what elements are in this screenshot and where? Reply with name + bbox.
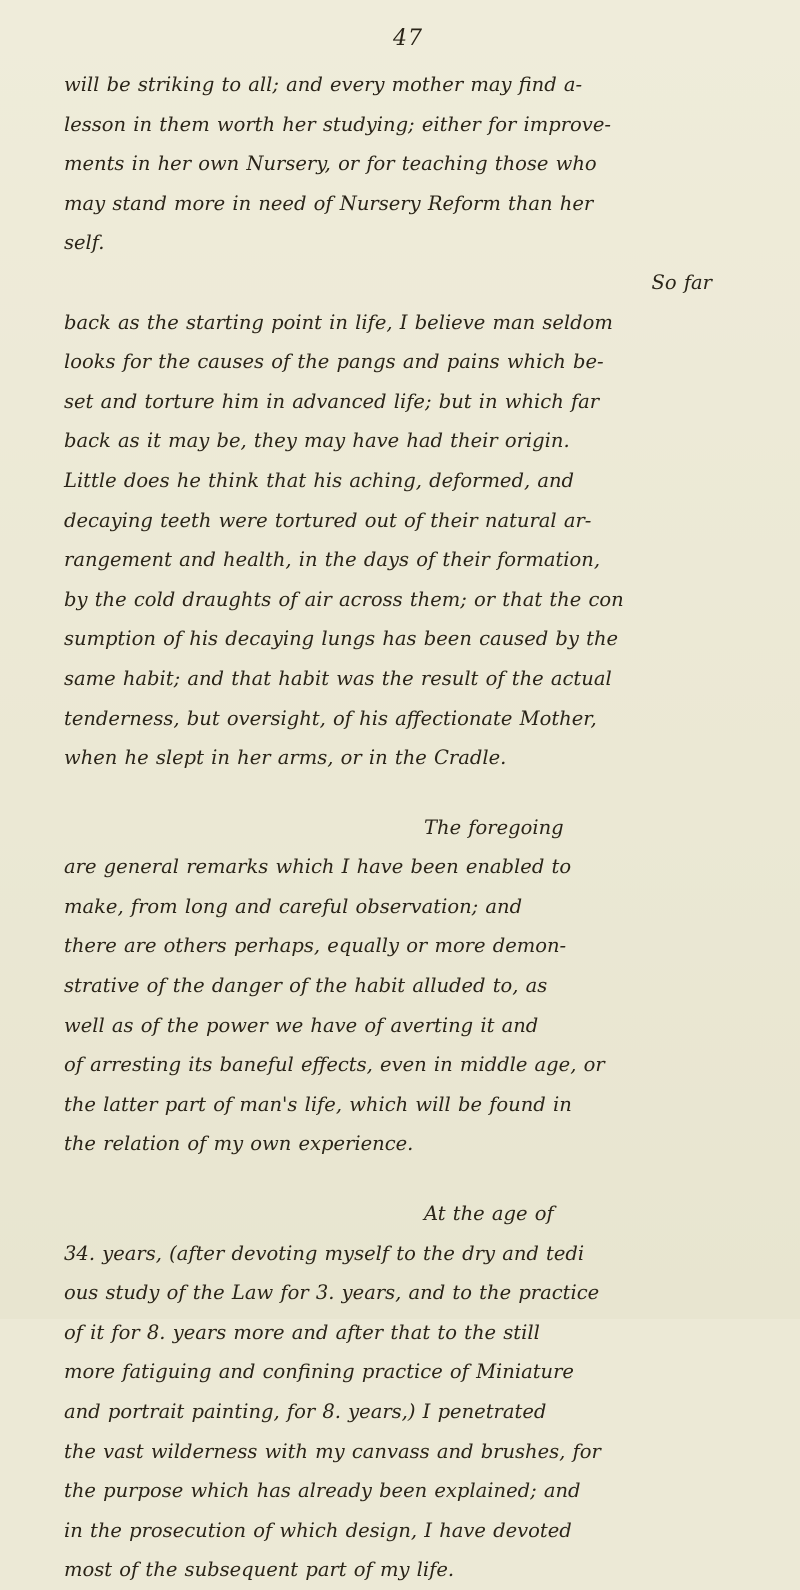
text-line: the latter part of man's life, which will be found in bbox=[64, 1092, 572, 1116]
text-line: Little does he think that his aching, deformed, and bbox=[64, 468, 575, 492]
paragraph-3 bbox=[64, 1194, 752, 1590]
text-line: back as the starting point in life, I believe man seldom bbox=[64, 310, 613, 334]
text-line: At the age of bbox=[424, 1202, 554, 1226]
text-line: decaying teeth were tortured out of their natural ar- bbox=[64, 508, 592, 532]
text-line: are general remarks which I have been enabled to bbox=[64, 855, 572, 879]
text-line: ous study of the Law for 3. years, and to the practice bbox=[64, 1281, 600, 1305]
text-line: the purpose which has already been explained; and bbox=[64, 1479, 581, 1503]
text-line: more fatiguing and confining practice of Miniature bbox=[64, 1360, 574, 1384]
text-line: the vast wilderness with my canvass and brushes, for bbox=[64, 1439, 601, 1463]
text-line: of arresting its baneful effects, even in middle age, or bbox=[64, 1053, 605, 1077]
text-line: there are others perhaps, equally or more demon- bbox=[64, 934, 567, 958]
text-line: will be striking to all; and every mother may find a- bbox=[64, 73, 583, 96]
page-number: 47 bbox=[393, 26, 423, 51]
text-line: strative of the danger of the habit alluded to, as bbox=[64, 974, 548, 998]
text-line: in the prosecution of which design, I have devoted bbox=[64, 1518, 572, 1542]
text-line: well as of the power we have of averting it and bbox=[64, 1013, 539, 1037]
paragraph-1 bbox=[64, 65, 752, 778]
text-line: the relation of my own experience. bbox=[64, 1132, 414, 1156]
text-line: of it for 8. years more and after that to the still bbox=[64, 1320, 540, 1344]
text-line: make, from long and careful observation; and bbox=[64, 894, 523, 918]
text-line: same habit; and that habit was the result of the actual bbox=[64, 666, 612, 690]
text-line: looks for the causes of the pangs and pains which be- bbox=[64, 350, 604, 374]
text-line: rangement and health, in the days of their formation, bbox=[64, 548, 601, 572]
text-line: The foregoing bbox=[424, 815, 564, 839]
text-line: most of the subsequent part of my life. bbox=[64, 1558, 455, 1582]
text-line: when he slept in her arms, or in the Cradle. bbox=[64, 746, 507, 770]
text-line: may stand more in need of Nursery Reform than her bbox=[64, 191, 594, 215]
text-line: and portrait painting, for 8. years,) I penetrated bbox=[64, 1400, 547, 1423]
text-line: back as it may be, they may have had their origin. bbox=[64, 429, 570, 453]
text-line: set and torture him in advanced life; but in which far bbox=[64, 389, 600, 413]
text-line: sumption of his decaying lungs has been caused by the bbox=[64, 627, 619, 651]
paragraph-gap bbox=[64, 778, 752, 808]
text-line: So far bbox=[651, 270, 712, 294]
paragraph-gap bbox=[64, 1164, 752, 1194]
paragraph-2 bbox=[64, 808, 752, 1164]
text-line: by the cold draughts of air across them; or that the con bbox=[64, 587, 624, 611]
text-line: lesson in them worth her studying; either for improve- bbox=[64, 112, 611, 136]
text-line: self. bbox=[64, 231, 105, 255]
text-line: tenderness, but oversight, of his affectionate Mother, bbox=[64, 706, 597, 730]
text-line: ments in her own Nursery, or for teaching those who bbox=[64, 152, 597, 176]
text-line: 34. years, (after devoting myself to the dry and tedi bbox=[64, 1241, 585, 1265]
